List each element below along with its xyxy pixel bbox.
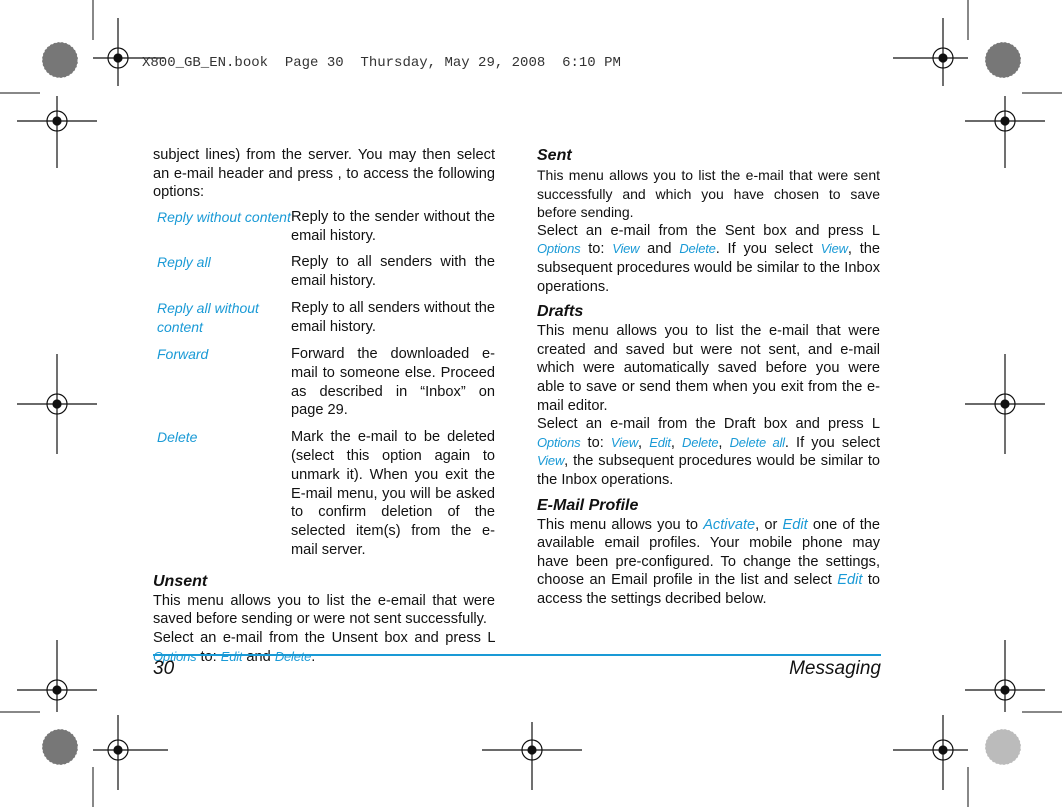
drafts-paragraph: This menu allows you to list the e-mail that were created and saved but were not sent, and e-mail which were automatically saved before you were able to save or send them when you exit from the e-mail editor. — [537, 323, 880, 414]
option-name: Reply all without content — [157, 299, 259, 335]
left-column — [153, 146, 495, 666]
email-profile-heading: E-Mail Profile — [537, 496, 639, 514]
page-number: 30 — [153, 658, 175, 679]
section-title: Messaging — [789, 658, 881, 679]
sent-paragraph: This menu allows you to list the e-mail that were sent successfully and which you have chosen to save before sending. — [537, 167, 880, 221]
drafts-heading: Drafts — [537, 303, 584, 321]
sent-instructions: Select an e-mail from the Sent box and press L Options to: View and Delete. If you select View, the subsequent procedures would be similar to the Inbox operations. — [537, 222, 880, 295]
unsent-instructions: Select an e-mail from the Unsent box and press L Options to: Edit and Delete. — [153, 629, 495, 665]
option-desc: Reply to all senders with the email history. — [291, 254, 495, 290]
option-name: Delete — [157, 429, 198, 446]
option-desc: Forward the downloaded e-mail to someone else. Proceed as described in “Inbox” on page 29. — [291, 345, 495, 419]
option-row — [153, 299, 495, 345]
option-name: Reply all — [157, 254, 211, 271]
intro-paragraph: subject lines) from the server. You may then select an e-mail header and press , to access the following options: — [153, 147, 495, 201]
page-footer — [153, 654, 881, 684]
right-column — [537, 146, 880, 608]
option-desc: Reply to the sender without the email history. — [291, 208, 495, 244]
drafts-instructions: Select an e-mail from the Draft box and press L Options to: View, Edit, Delete, Delete all. If you select View, the subsequent procedures would be similar to the Inbox operations. — [537, 416, 881, 488]
option-name: Forward — [157, 345, 209, 362]
option-desc: Reply to all senders without the email history. — [291, 299, 495, 335]
sent-heading: Sent — [537, 147, 572, 164]
option-desc: Mark the e-mail to be deleted (select this option again to unmark it). When you exit the E-mail menu, you will be asked to confirm deletion of the selected item(s) from the e-mail server. — [291, 429, 495, 558]
option-row — [153, 345, 495, 428]
option-row — [153, 253, 495, 299]
unsent-paragraph: This menu allows you to list the e-email that were saved before sending or were not sent successfully. — [153, 592, 495, 628]
unsent-heading: Unsent — [153, 572, 208, 590]
email-options-table — [153, 208, 495, 568]
option-name: Reply without content — [157, 208, 291, 225]
print-header-strip: X800_GB_EN.book Page 30 Thursday, May 29, 2008 6:10 PM — [142, 55, 621, 71]
option-row — [153, 208, 495, 254]
option-row — [153, 428, 495, 568]
email-profile-paragraph: This menu allows you to Activate, or Edit one of the available email profiles. Your mobile phone may have been pre-configured. To change the settings, choose an Email profile in the list and select Edit to access the settings decribed below. — [537, 516, 880, 607]
